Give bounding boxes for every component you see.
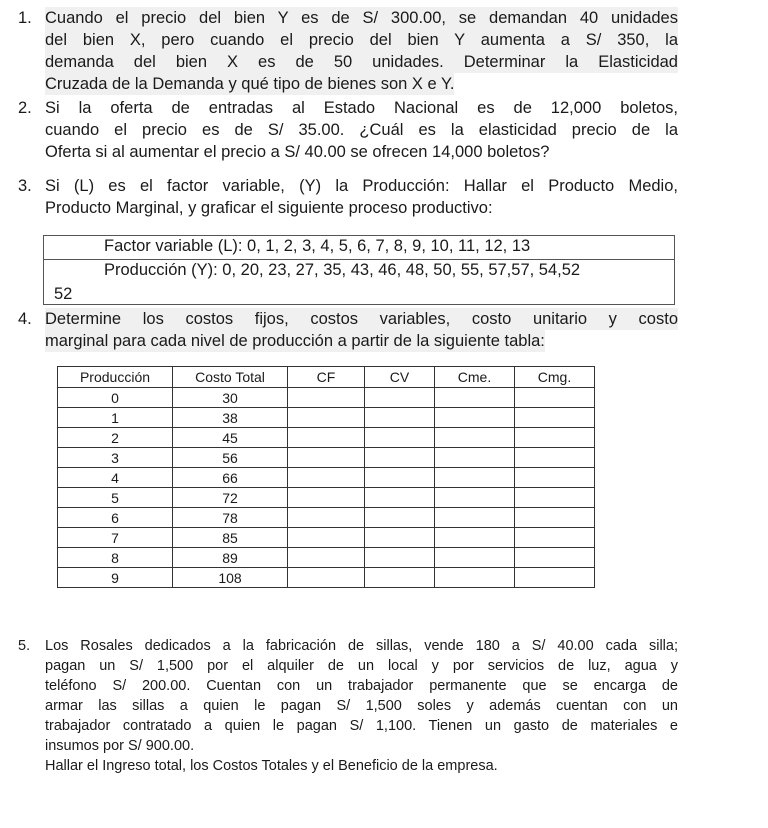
question-line: Los Rosales dedicados a la fabricación de sillas, vende 180 a S/ 40.00 cada silla; (45, 638, 678, 654)
table-cell (288, 408, 365, 428)
question-number: 5. (18, 638, 31, 654)
cost-table (57, 366, 595, 588)
table-cell: 89 (173, 548, 288, 568)
question-line: Cruzada de la Demanda y qué tipo de bienes son X e Y. (45, 75, 455, 93)
question-2 (18, 97, 678, 163)
table-cell (435, 468, 515, 488)
header-cf: CF (288, 367, 365, 388)
table-cell (435, 528, 515, 548)
question-number: 1. (18, 9, 32, 27)
table-cell: 45 (173, 428, 288, 448)
question-line: marginal para cada nivel de producción a partir de la siguiente tabla: (45, 332, 545, 350)
table-row (58, 468, 595, 488)
table-row (58, 488, 595, 508)
table-cell (515, 468, 595, 488)
table-row (58, 408, 595, 428)
question-line: Hallar el Ingreso total, los Costos Totales y el Beneficio de la empresa. (45, 758, 498, 774)
table-row (58, 448, 595, 468)
table-row (58, 528, 595, 548)
table-cell (435, 428, 515, 448)
table-cell (365, 428, 435, 448)
table-cell: 85 (173, 528, 288, 548)
table-cell (288, 568, 365, 588)
question-line: pagan un S/ 1,500 por el alquiler de un local y por servicios de luz, agua y (45, 658, 678, 674)
table-cell: 66 (173, 468, 288, 488)
header-costo-total: Costo Total (173, 367, 288, 388)
table-cell: 38 (173, 408, 288, 428)
table-row (58, 428, 595, 448)
table-cell: 7 (58, 528, 173, 548)
table-cell (365, 408, 435, 428)
table-cell (515, 448, 595, 468)
table-cell: 56 (173, 448, 288, 468)
production-wrap: 52 (54, 285, 73, 303)
table-cell: 5 (58, 488, 173, 508)
table-cell (435, 488, 515, 508)
table-cell: 1 (58, 408, 173, 428)
table-cell: 72 (173, 488, 288, 508)
table-cell (515, 388, 595, 408)
table-cell: 9 (58, 568, 173, 588)
question-line: insumos por S/ 900.00. (45, 738, 195, 754)
table-cell (435, 568, 515, 588)
table-cell (515, 548, 595, 568)
question-1 (18, 7, 678, 95)
table-row (58, 548, 595, 568)
question-number: 2. (18, 99, 32, 117)
table-cell (515, 508, 595, 528)
header-cmg: Cmg. (515, 367, 595, 388)
table-cell (435, 408, 515, 428)
question-line: armar las sillas a quien le pagan S/ 1,500 soles y además cuentan con un (45, 698, 678, 714)
table-cell (365, 548, 435, 568)
question-line: trabajador contratado a quien le pagan S/ 1,100. Tienen un gasto de materiales e (45, 718, 678, 734)
question-4 (18, 308, 678, 352)
question-line: Si la oferta de entradas al Estado Nacional es de 12,000 boletos, (45, 99, 678, 117)
header-cv: CV (365, 367, 435, 388)
table-cell (288, 528, 365, 548)
question-line: Si (L) es el factor variable, (Y) la Producción: Hallar el Producto Medio, (45, 177, 678, 195)
table-cell (515, 428, 595, 448)
table-cell (365, 468, 435, 488)
table-cell (288, 548, 365, 568)
table-cell: 108 (173, 568, 288, 588)
table-cell (288, 488, 365, 508)
question-line: del bien X, pero cuando el precio del bien Y aumenta a S/ 350, la (45, 31, 678, 49)
table-cell (515, 488, 595, 508)
table-cell (288, 508, 365, 528)
production-data-box (43, 235, 675, 305)
question-line: cuando el precio es de S/ 35.00. ¿Cuál es la elasticidad precio de la (45, 121, 678, 139)
table-cell (435, 448, 515, 468)
question-3 (18, 175, 678, 219)
question-line: Cuando el precio del bien Y es de S/ 300.00, se demandan 40 unidades (45, 9, 678, 27)
question-line: Oferta si al aumentar el precio a S/ 40.00 se ofrecen 14,000 boletos? (45, 143, 550, 161)
table-cell (288, 448, 365, 468)
table-cell (515, 528, 595, 548)
header-produccion: Producción (58, 367, 173, 388)
question-number: 3. (18, 177, 32, 195)
question-line: demanda del bien X es de 50 unidades. Determinar la Elasticidad (45, 53, 678, 71)
table-cell (435, 508, 515, 528)
table-cell: 78 (173, 508, 288, 528)
table-cell (365, 528, 435, 548)
table-cell: 4 (58, 468, 173, 488)
table-cell: 8 (58, 548, 173, 568)
table-cell (288, 468, 365, 488)
table-cell: 2 (58, 428, 173, 448)
table-cell: 6 (58, 508, 173, 528)
production-line: Producción (Y): 0, 20, 23, 27, 35, 43, 46, 48, 50, 55, 57,57, 54,52 (104, 261, 581, 279)
question-line: Producto Marginal, y graficar el siguiente proceso productivo: (45, 199, 493, 217)
header-cme: Cme. (435, 367, 515, 388)
table-cell (435, 388, 515, 408)
question-line: Determine los costos fijos, costos variables, costo unitario y costo (45, 310, 678, 328)
table-cell (288, 428, 365, 448)
table-cell (288, 388, 365, 408)
table-cell (365, 448, 435, 468)
table-cell (365, 568, 435, 588)
table-row (58, 508, 595, 528)
question-line: teléfono S/ 200.00. Cuentan con un trabajador permanente que se encarga de (45, 678, 678, 694)
table-cell (365, 388, 435, 408)
table-cell: 0 (58, 388, 173, 408)
table-cell (365, 508, 435, 528)
table-cell (435, 548, 515, 568)
table-cell (365, 488, 435, 508)
table-cell: 30 (173, 388, 288, 408)
table-cell (515, 568, 595, 588)
table-cell (515, 408, 595, 428)
question-number: 4. (18, 310, 32, 328)
table-cell: 3 (58, 448, 173, 468)
table-header-row (58, 367, 595, 388)
question-5 (18, 636, 678, 776)
factor-variable-line: Factor variable (L): 0, 1, 2, 3, 4, 5, 6, 7, 8, 9, 10, 11, 12, 13 (104, 237, 531, 255)
table-row (58, 388, 595, 408)
table-row (58, 568, 595, 588)
